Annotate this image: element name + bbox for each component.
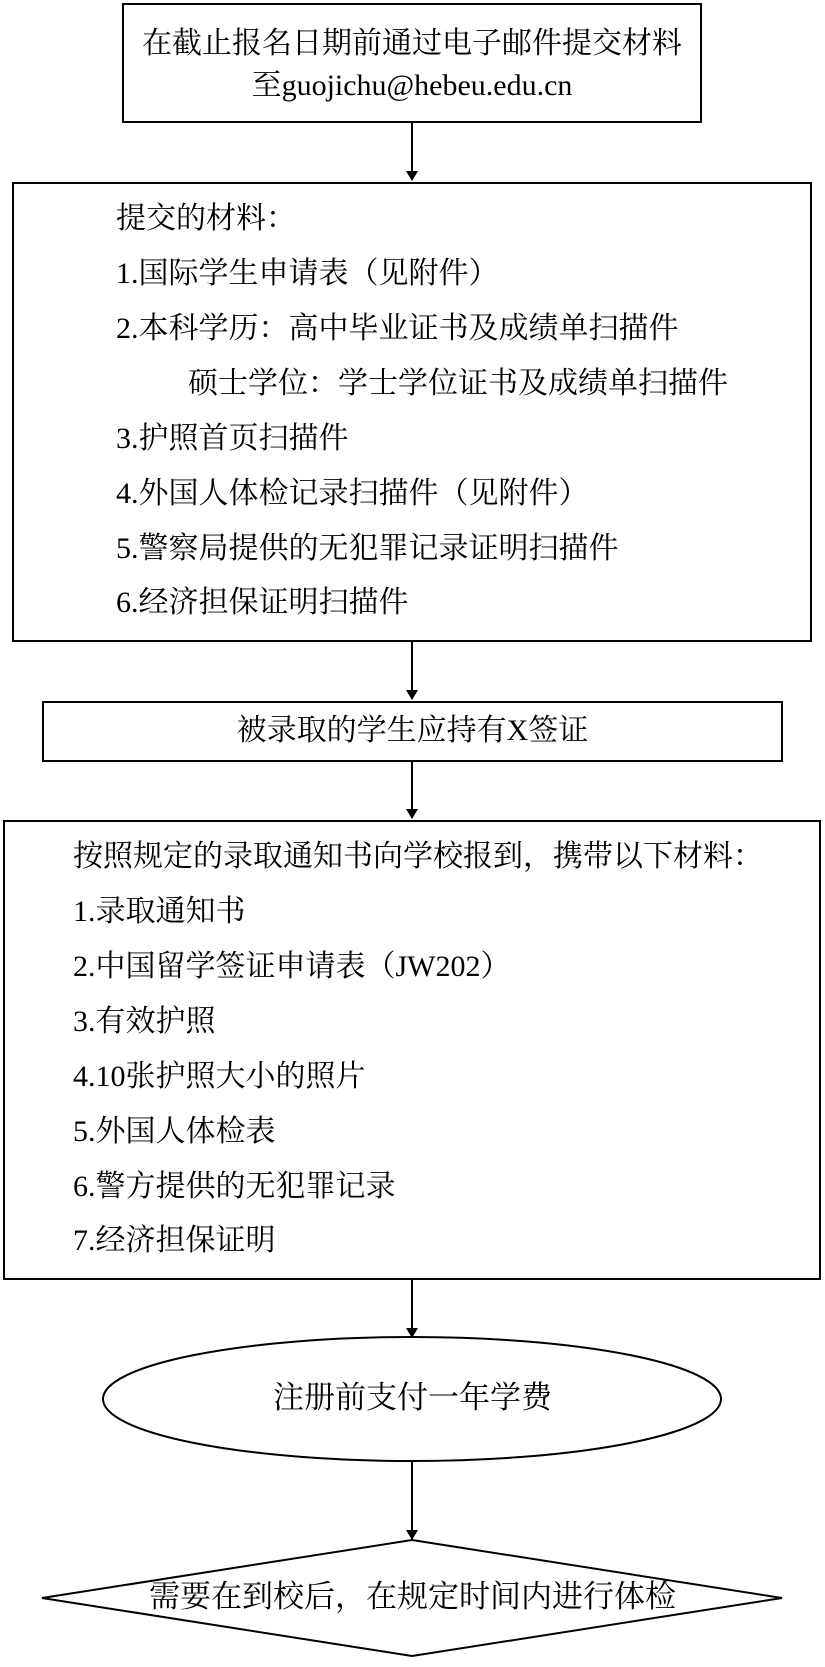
step4-box	[3, 820, 821, 1280]
step4-item-3: 3.有效护照	[73, 1004, 216, 1039]
step2-item-1: 1.国际学生申请表（见附件）	[116, 256, 499, 291]
step2-item-2: 2.本科学历：高中毕业证书及成绩单扫描件	[116, 311, 679, 346]
step4-item-4: 4.10张护照大小的照片	[73, 1059, 366, 1094]
step6-label: 需要在到校后，在规定时间内进行体检	[149, 1579, 676, 1615]
step2-item-2b: 硕士学位：学士学位证书及成绩单扫描件	[188, 366, 728, 401]
step1-prefix: 至	[251, 68, 282, 103]
step4-title: 按照规定的录取通知书向学校报到，携带以下材料：	[73, 839, 763, 874]
step2-title: 提交的材料：	[116, 201, 296, 236]
step2-item-3: 3.护照首页扫描件	[116, 421, 349, 456]
step1-line2	[124, 68, 700, 103]
step4-item-1: 1.录取通知书	[73, 894, 246, 929]
step2-item-4: 4.外国人体检记录扫描件（见附件）	[116, 476, 589, 511]
step5-label: 注册前支付一年学费	[273, 1380, 552, 1416]
step1-box	[122, 3, 702, 123]
step4-item-6: 6.警方提供的无犯罪记录	[73, 1169, 396, 1204]
step4-item-2: 2.中国留学签证申请表（JW202）	[73, 949, 511, 984]
step1-email: guojichu@hebeu.edu.cn	[281, 69, 573, 102]
step4-item-7: 7.经济担保证明	[73, 1223, 276, 1258]
step2-item-6: 6.经济担保证明扫描件	[116, 585, 409, 620]
step3-text: 被录取的学生应持有X签证	[236, 713, 589, 748]
step3-box	[42, 701, 783, 762]
step3-visa: X	[506, 714, 529, 747]
step4-item-5: 5.外国人体检表	[73, 1114, 276, 1149]
step2-box	[12, 182, 812, 642]
step2-item-5: 5.警察局提供的无犯罪记录证明扫描件	[116, 531, 619, 566]
step1-line1: 在截止报名日期前通过电子邮件提交材料	[142, 26, 682, 61]
